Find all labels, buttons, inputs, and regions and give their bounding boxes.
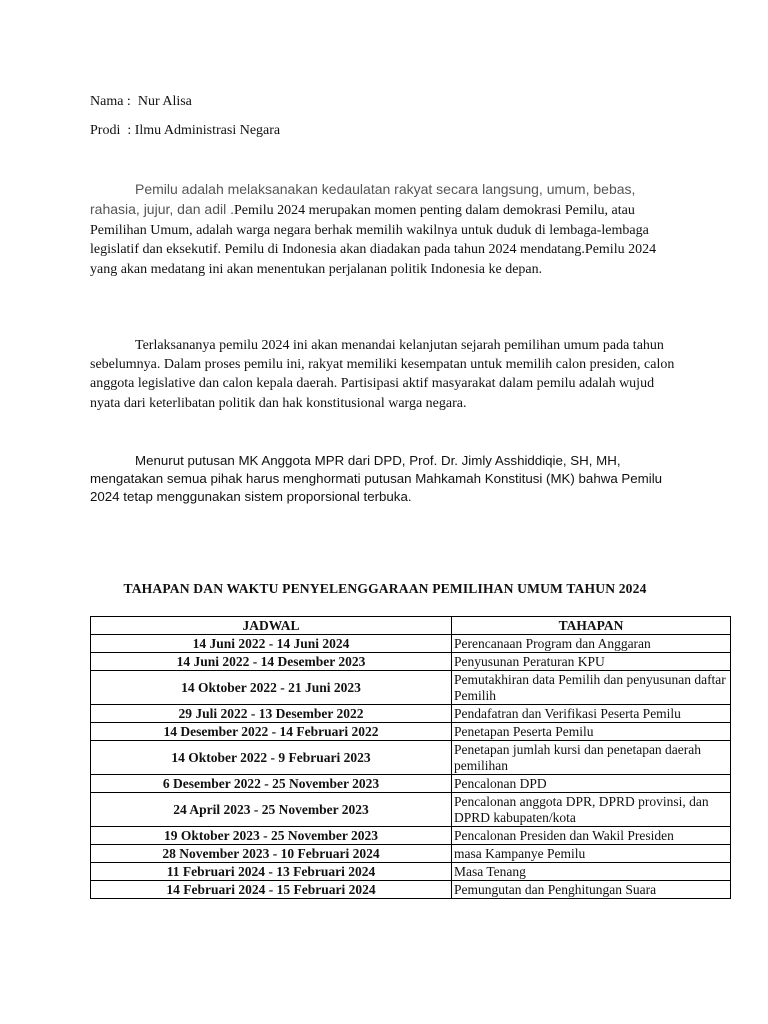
student-name-line: [90, 94, 192, 110]
tahapan-cell: Penetapan Peserta Pemilu: [452, 723, 731, 741]
tahapan-cell: Pemungutan dan Penghitungan Suara: [452, 881, 731, 899]
table-row: [91, 881, 731, 899]
column-header-jadwal: JADWAL: [91, 617, 452, 635]
table-header-row: [91, 617, 731, 635]
paragraph-election-continuation: [90, 336, 678, 413]
paragraph-election-definition: [90, 180, 678, 279]
table-row: [91, 723, 731, 741]
jadwal-cell: 11 Februari 2024 - 13 Februari 2024: [91, 863, 452, 881]
tahapan-cell: Masa Tenang: [452, 863, 731, 881]
tahapan-cell: masa Kampanye Pemilu: [452, 845, 731, 863]
paragraph-mk-ruling: [90, 452, 678, 506]
jadwal-cell: 14 Oktober 2022 - 9 Februari 2023: [91, 741, 452, 775]
paragraph-3-body: Menurut putusan MK Anggota MPR dari DPD, Prof. Dr. Jimly Asshiddiqie, SH, MH, mengatakan semua pihak harus menghormati putusan Mahkamah Konstitusi (MK) bahwa Pemilu 2024 tetap menggunakan sistem proporsional terbuka.: [90, 453, 663, 504]
table-row: [91, 775, 731, 793]
tahapan-cell: Perencanaan Program dan Anggaran: [452, 635, 731, 653]
table-row: [91, 827, 731, 845]
jadwal-cell: 14 Oktober 2022 - 21 Juni 2023: [91, 671, 452, 705]
table-row: [91, 863, 731, 881]
paragraph-1-body: Pemilu 2024 merupakan momen penting dalam demokrasi Pemilu, atau Pemilihan Umum, adalah warga negara berhak memilih wakilnya untuk duduk di lembaga-lembaga legislatif dan eksekutif. Pemilu di Indonesia akan diadakan pada tahun 2024 mendatang.Pemilu 2024 yang akan medatang ini akan menentukan perjalanan politik Indonesia ke depan.: [90, 203, 657, 277]
paragraph-1-lead: Pemilu adalah melaksanakan kedaulatan rakyat secara langsung, umum, bebas, rahasia, jujur, dan adil .: [90, 181, 636, 218]
jadwal-cell: 14 Juni 2022 - 14 Desember 2023: [91, 653, 452, 671]
column-header-tahapan: TAHAPAN: [452, 617, 731, 635]
jadwal-cell: 29 Juli 2022 - 13 Desember 2022: [91, 705, 452, 723]
tahapan-cell: Pencalonan Presiden dan Wakil Presiden: [452, 827, 731, 845]
tahapan-cell: Pencalonan DPD: [452, 775, 731, 793]
table-row: [91, 653, 731, 671]
jadwal-cell: 28 November 2023 - 10 Februari 2024: [91, 845, 452, 863]
tahapan-cell: Pencalonan anggota DPR, DPRD provinsi, dan DPRD kabupaten/kota: [452, 793, 731, 827]
tahapan-cell: Penyusunan Peraturan KPU: [452, 653, 731, 671]
jadwal-cell: 19 Oktober 2023 - 25 November 2023: [91, 827, 452, 845]
jadwal-cell: 24 April 2023 - 25 November 2023: [91, 793, 452, 827]
jadwal-cell: 14 Juni 2022 - 14 Juni 2024: [91, 635, 452, 653]
election-schedule-table: [90, 616, 731, 899]
tahapan-cell: Pendafatran dan Verifikasi Peserta Pemilu: [452, 705, 731, 723]
table-title: TAHAPAN DAN WAKTU PENYELENGGARAAN PEMILIHAN UMUM TAHUN 2024: [123, 581, 647, 596]
study-program-line: [90, 123, 280, 139]
table-row: [91, 635, 731, 653]
tahapan-cell: Pemutakhiran data Pemilih dan penyusunan daftar Pemilih: [452, 671, 731, 705]
jadwal-cell: 14 Desember 2022 - 14 Februari 2022: [91, 723, 452, 741]
table-row: [91, 845, 731, 863]
paragraph-2-body: Terlaksananya pemilu 2024 ini akan menandai kelanjutan sejarah pemilihan umum pada tahun sebelumnya. Dalam proses pemilu ini, rakyat memiliki kesempatan untuk memilih calon presiden, calon anggota legislative dan calon kepala daerah. Partisipasi aktif masyarakat dalam pemilu adalah wujud nyata dari keterlibatan politik dan hak konstitusional warga negara.: [90, 338, 675, 411]
jadwal-cell: 14 Februari 2024 - 15 Februari 2024: [91, 881, 452, 899]
tahapan-cell: Penetapan jumlah kursi dan penetapan daerah pemilihan: [452, 741, 731, 775]
program-value: : Ilmu Administrasi Negara: [127, 123, 281, 138]
name-label: Nama :: [90, 94, 131, 109]
table-row: [91, 671, 731, 705]
name-value: Nur Alisa: [137, 94, 192, 109]
jadwal-cell: 6 Desember 2022 - 25 November 2023: [91, 775, 452, 793]
table-row: [91, 793, 731, 827]
table-row: [91, 741, 731, 775]
table-row: [91, 705, 731, 723]
program-label: Prodi: [90, 123, 121, 138]
